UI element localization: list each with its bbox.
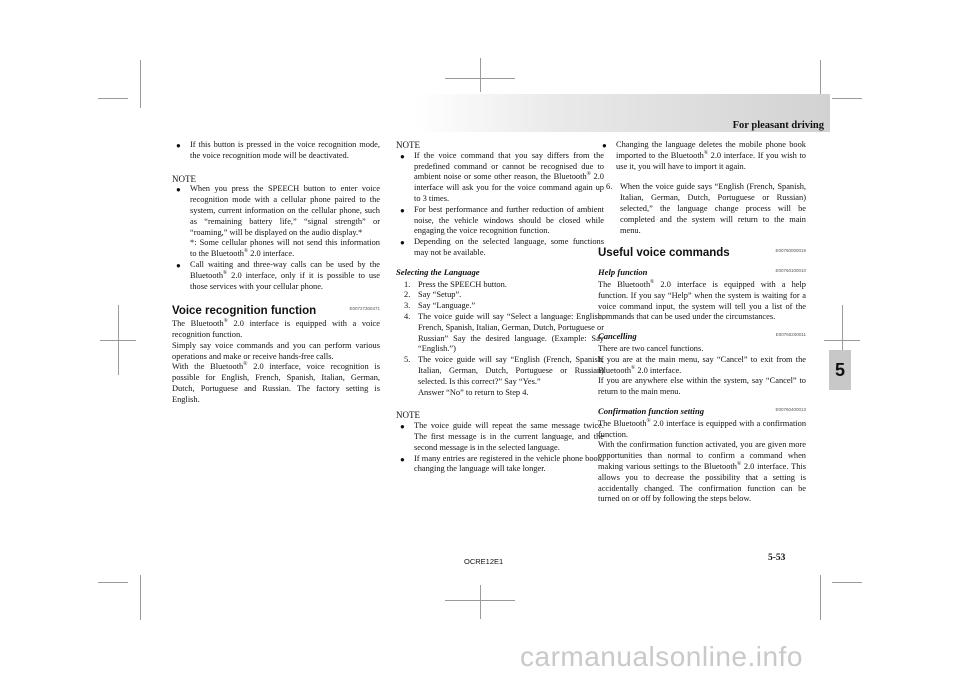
note-label: NOTE (396, 140, 420, 150)
paragraph-text-end: 2.0 interface, voice recognition is possible for English, French, Spanish, Italian, German, Dutch, Portuguese and Russian. The factory setting is English. (172, 362, 380, 404)
paragraph-text: The Bluetooth (172, 319, 224, 329)
step-item (396, 301, 604, 312)
step-item (396, 312, 604, 355)
note-item (396, 151, 604, 205)
crop-mark (140, 60, 141, 108)
subheading-code: E00760100010 (775, 268, 806, 274)
step-item (396, 290, 604, 301)
paragraph (598, 355, 806, 377)
paragraph-text-end: 2.0 interface. This allows you to decrease the possibility that a setting is accidentally changed. The confirmation function can be turned on or off by following the steps below. (598, 461, 806, 504)
registered-mark: ® (243, 361, 248, 368)
step-number: 2. (404, 290, 411, 300)
note-item (172, 260, 380, 292)
step-item (598, 182, 806, 236)
column-3 (598, 140, 806, 505)
step-text: The voice guide will say “Select a language: English, French, Spanish, Italian, German, Dutch, Portuguese or Russian” Say the desired language. (Example: Say “English.”) (418, 311, 604, 354)
paragraph-text: The Bluetooth (598, 279, 651, 289)
bullet-icon: ● (400, 151, 405, 161)
step-number: 5. (404, 355, 411, 365)
registration-mark (445, 600, 515, 601)
subheading-title: Help function (598, 267, 648, 278)
paragraph: Simply say voice commands and you can perform various operations and make or receive hands-free calls. (172, 340, 380, 361)
note-text-end: 2.0 interface, only if it is possible to use those services with your cellular phone. (190, 270, 380, 291)
paragraph-text: With the Bluetooth (172, 362, 244, 372)
note-text-end: 2.0 interface will ask you for the voice command again up to 3 times. (414, 172, 604, 203)
step-number: 4. (404, 311, 411, 321)
registered-mark: ® (586, 171, 591, 178)
paragraph-text-end: 2.0 interface is equipped with a confirmation function. (598, 418, 807, 439)
bullet-icon: ● (176, 141, 181, 150)
bullet-icon: ● (176, 185, 181, 195)
paragraph (598, 440, 806, 505)
step-text: When the voice guide says “English (French, Spanish, Italian, German, Dutch, Portuguese or Russian) selected,” the language change process will be completed and the system will return to the main menu. (620, 182, 806, 235)
watermark: carmanualsonline.info (520, 641, 803, 672)
step-item (396, 355, 604, 387)
registration-mark (824, 340, 860, 341)
bullet-icon: ● (400, 205, 405, 215)
step-text: Press the SPEECH button. (418, 279, 507, 289)
subheading (598, 406, 806, 417)
registered-mark: ® (223, 318, 228, 325)
registered-mark: ® (703, 150, 709, 156)
registered-mark: ® (223, 269, 228, 276)
paragraph (598, 419, 806, 441)
bullet-text: If this button is pressed in the voice recognition mode, the voice recognition mode will be deactivated. (190, 140, 380, 160)
bullet-text: Changing the language deletes the mobile phone book imported to the Bluetooth (616, 140, 806, 160)
bullet-icon: ● (400, 454, 405, 464)
registered-mark: ® (243, 248, 249, 255)
note-item (172, 184, 380, 260)
bullet-icon: ● (400, 422, 405, 432)
paragraph-text: With the confirmation function activated, you are given more opportunities than normal to confirm a command when making various settings to the Bluetooth (598, 440, 806, 471)
registration-mark (480, 58, 481, 92)
chapter-tab: 5 (829, 350, 851, 390)
step-text: The voice guide will say “English (French, Spanish, Italian, German, Dutch, Portuguese or Russian) selected. Is this correct?” Say “Yes.” (418, 355, 604, 386)
subheading (598, 267, 806, 278)
step-text: Say “Setup”. (418, 290, 462, 300)
step-number: 3. (404, 301, 411, 311)
section-heading (172, 306, 380, 317)
bullet-icon: ● (400, 238, 405, 248)
paragraph: There are two cancel functions. (598, 343, 704, 353)
registration-mark (480, 585, 481, 619)
note-footnote-end: 2.0 interface. (248, 249, 295, 259)
section-title: Voice recognition function (172, 305, 317, 318)
note-text: If many entries are registered in the vehicle phone book, changing the language will take longer. (414, 453, 604, 474)
crop-mark (140, 575, 141, 620)
paragraph-text: The Bluetooth (598, 418, 647, 428)
step-text: Say “Language.” (418, 301, 476, 311)
note-text: If the voice command that you say differs from the predefined command or cannot be recognised due to ambient noise or some other reason, the Bluetooth (414, 150, 604, 182)
paragraph-text-end: 2.0 interface is equipped with a voice recognition function. (172, 319, 380, 339)
bullet-text-end: 2.0 interface. If you wish to use it, you will have to import it again. (616, 150, 806, 171)
column-2 (396, 140, 604, 475)
bullet-item (172, 140, 380, 162)
paragraph: If you are anywhere else within the system, say “Cancel” to return to the main menu. (598, 376, 806, 397)
registered-mark: ® (650, 279, 655, 286)
subheading-title: Cancelling (598, 331, 637, 342)
step-number: 6. (606, 182, 613, 192)
note-item (396, 454, 604, 476)
registered-mark: ® (736, 461, 742, 468)
note-text: The voice guide will repeat the same message twice. The first message is in the current language, and the second message is in the selected language. (414, 421, 604, 452)
note-text: When you press the SPEECH button to enter voice recognition mode with a cellular phone paired to the system, current information on the cellular phone, such as “remaining battery life,” “signal strength” or “roaming,” will be displayed on the audio display.* (190, 184, 380, 237)
paragraph (172, 319, 380, 341)
registration-mark (445, 78, 515, 79)
section-code: E00760000019 (775, 248, 806, 254)
subheading-code: E00760200011 (775, 332, 806, 338)
crop-mark (832, 98, 862, 99)
registered-mark: ® (631, 364, 636, 371)
paragraph (172, 362, 380, 405)
subheading-code: E00760400013 (775, 406, 806, 412)
section-heading (598, 248, 806, 259)
registration-mark (100, 340, 136, 341)
note-text: For best performance and further reduction of ambient noise, the vehicle windows should be closed while engaging the voice recognition function. (414, 204, 604, 236)
page-number: 5-53 (768, 553, 786, 563)
registered-mark: ® (646, 417, 651, 424)
note-footnote: *: Some cellular phones will not send this information to the Bluetooth (190, 238, 380, 259)
section-title: Useful voice commands (598, 247, 730, 260)
crop-mark (98, 98, 128, 99)
step-answer: Answer “No” to return to Step 4. (418, 387, 529, 397)
note-item (396, 237, 604, 259)
subheading: Selecting the Language (396, 266, 480, 277)
section-code: E00727300471 (349, 306, 380, 312)
crop-mark (832, 582, 862, 583)
note-item (396, 421, 604, 453)
note-label: NOTE (172, 173, 196, 184)
note-text: Call waiting and three-way calls can be used by the Bluetooth (190, 259, 380, 280)
step-item (396, 280, 604, 291)
header-title: For pleasant driving (732, 120, 824, 131)
bullet-icon: ● (602, 141, 607, 150)
note-item (396, 205, 604, 237)
bullet-icon: ● (176, 260, 181, 270)
note-text: Depending on the selected language, some functions may not be available. (414, 237, 604, 257)
subheading (598, 331, 806, 342)
paragraph-text-end: 2.0 interface. (635, 365, 682, 375)
note-label: NOTE (396, 410, 420, 421)
paragraph (598, 280, 806, 323)
step-number: 1. (404, 279, 411, 289)
column-1 (172, 140, 380, 406)
subheading-title: Confirmation function setting (598, 405, 705, 416)
crop-mark (820, 575, 821, 620)
paragraph-text: If you are at the main menu, say “Cancel” to exit from the Bluetooth (598, 354, 806, 375)
footer-code: OCRE12E1 (464, 557, 504, 566)
bullet-item (598, 140, 806, 172)
paragraph-text-end: 2.0 interface is equipped with a help function. If you say “Help” when the system is waiting for a voice command input, the system will tell you a list of the commands that can be used under the circumstances. (598, 279, 806, 322)
crop-mark (98, 582, 128, 583)
